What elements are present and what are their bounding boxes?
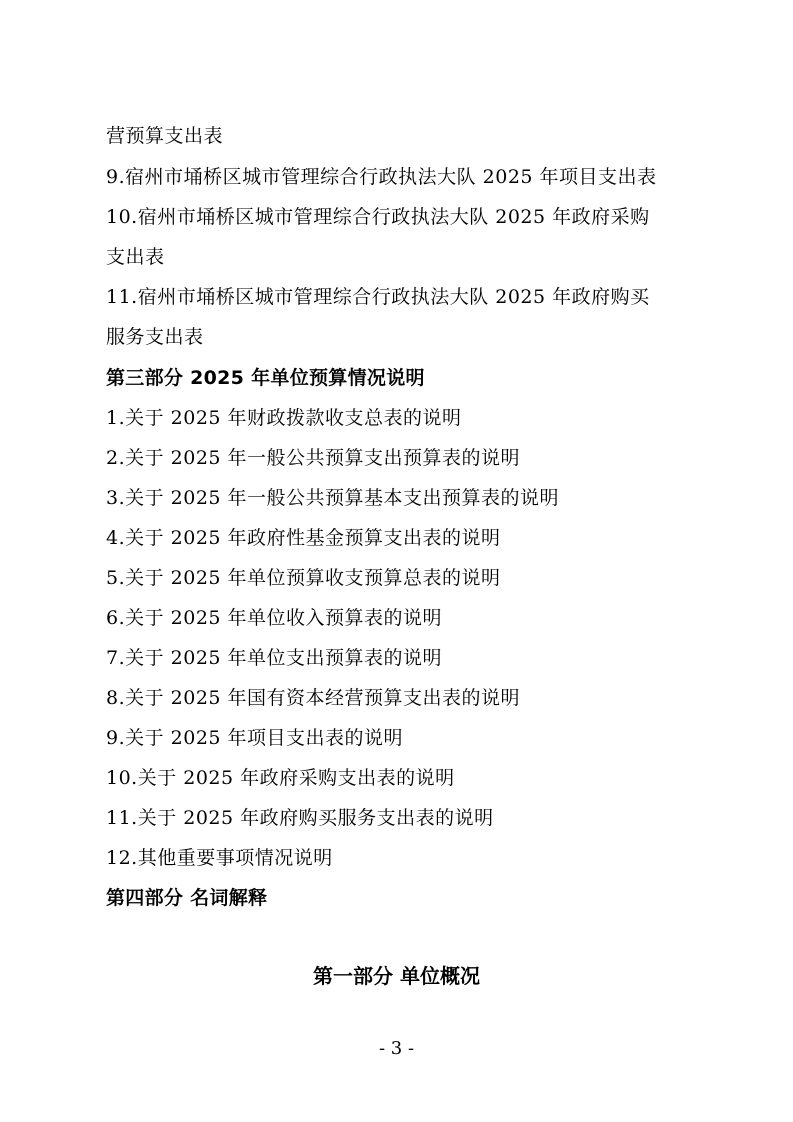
section-heading-part-1: 第一部分 单位概况	[313, 964, 480, 988]
toc-item-9: 9.宿州市埇桥区城市管理综合行政执法大队 2025 年项目支出表	[106, 166, 657, 188]
toc-subitem-7: 7.关于 2025 年单位支出预算表的说明	[106, 647, 443, 669]
toc-item-11: 11.宿州市埇桥区城市管理综合行政执法大队 2025 年政府购买	[106, 286, 650, 308]
toc-subitem-5: 5.关于 2025 年单位预算收支预算总表的说明	[106, 567, 501, 589]
section-heading-part-4: 第四部分 名词解释	[106, 887, 268, 909]
toc-subitem-1: 1.关于 2025 年财政拨款收支总表的说明	[106, 407, 462, 429]
toc-item-10-continuation: 支出表	[106, 246, 165, 268]
toc-subitem-9: 9.关于 2025 年项目支出表的说明	[106, 727, 404, 749]
page-number: - 3 -	[378, 1038, 415, 1059]
section-heading-part-3: 第三部分 2025 年单位预算情况说明	[106, 367, 425, 389]
toc-line-continuation: 营预算支出表	[106, 125, 224, 147]
toc-subitem-10: 10.关于 2025 年政府采购支出表的说明	[106, 767, 455, 789]
toc-subitem-8: 8.关于 2025 年国有资本经营预算支出表的说明	[106, 687, 521, 709]
toc-item-10: 10.宿州市埇桥区城市管理综合行政执法大队 2025 年政府采购	[106, 206, 650, 228]
toc-subitem-2: 2.关于 2025 年一般公共预算支出预算表的说明	[106, 447, 521, 469]
toc-subitem-11: 11.关于 2025 年政府购买服务支出表的说明	[106, 807, 494, 829]
toc-subitem-3: 3.关于 2025 年一般公共预算基本支出预算表的说明	[106, 487, 560, 509]
toc-subitem-6: 6.关于 2025 年单位收入预算表的说明	[106, 607, 443, 629]
toc-item-11-continuation: 服务支出表	[106, 326, 204, 348]
toc-subitem-12: 12.其他重要事项情况说明	[106, 847, 333, 869]
toc-subitem-4: 4.关于 2025 年政府性基金预算支出表的说明	[106, 527, 501, 549]
